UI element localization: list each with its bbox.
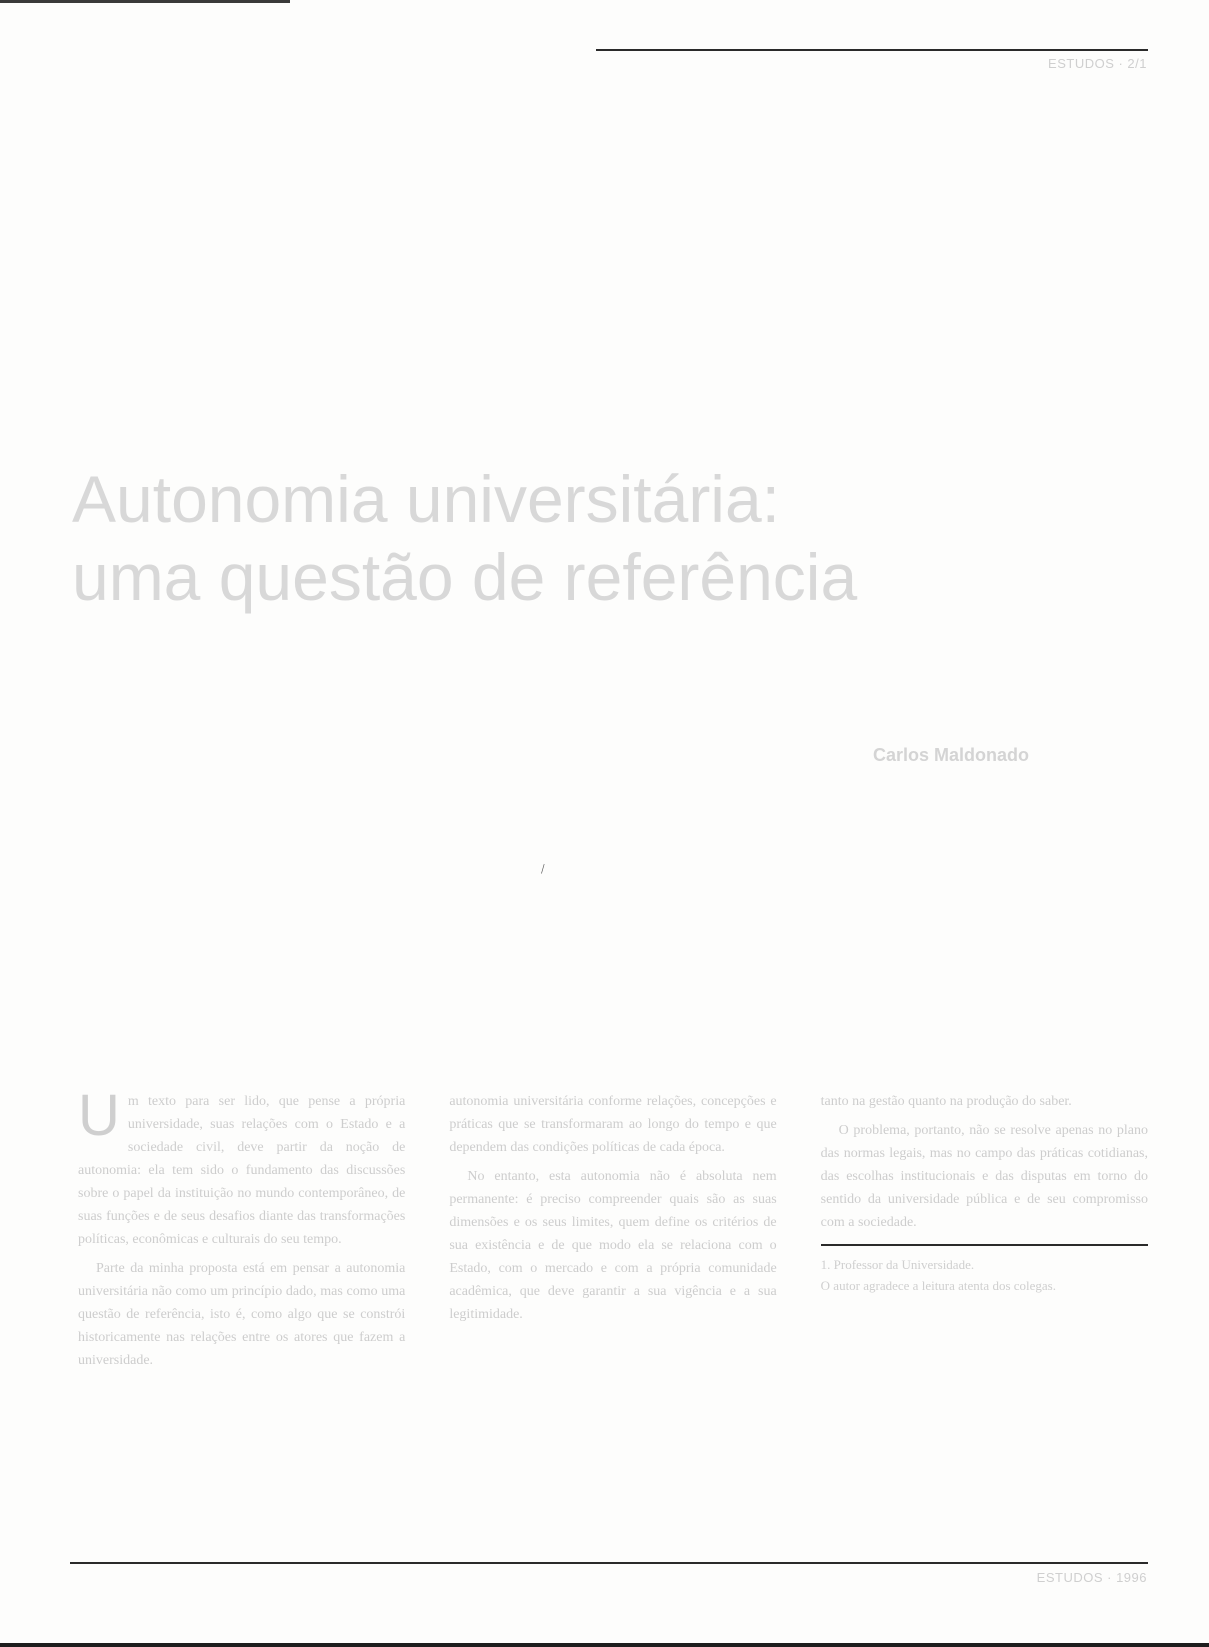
column-3: [821, 1090, 1148, 1435]
title-line-1: Autonomia universitária:: [72, 462, 781, 536]
paragraph: tanto na gestão quanto na produção do saber.: [820, 1094, 1072, 1109]
running-head: ESTUDOS · 2/1: [1048, 56, 1147, 71]
header-rule: [596, 49, 1148, 51]
footnote: O autor agradece a leitura atenta dos colegas.: [820, 1278, 1056, 1293]
page-footer: ESTUDOS · 1996: [1036, 1570, 1147, 1585]
scan-edge-bottom: [0, 1643, 1209, 1647]
paragraph: autonomia universitária conforme relações, concepções e práticas que se transformaram ao longo do tempo e que dependem das condições políticas de cada época.: [449, 1094, 777, 1155]
drop-cap: U: [78, 1083, 120, 1148]
article-title: [72, 460, 1072, 616]
paragraph: [78, 1083, 406, 1251]
paragraph-text: m texto para ser lido, que pense a própria universidade, suas relações com o Estado e a sociedade civil, deve partir da noção de autonomia: ela tem sido o fundamento das discussões sobre o papel da instituição no mundo contemporâneo, de suas funções e de seus desafios diante das transformações políticas, econômicas e culturais do seu tempo.: [78, 1094, 406, 1247]
paragraph: Parte da minha proposta está em pensar a autonomia universitária não como um princípio dado, mas como uma questão de referência, isto é, como algo que se constrói historicamente nas relações entre os atores que fazem a universidade.: [78, 1261, 406, 1368]
paragraph: No entanto, esta autonomia não é absoluta nem permanente: é preciso compreender quais são as suas dimensões e os seus limites, quem define os critérios de sua existência e de que modo ela se relaciona com o Estado, com o mercado e com a própria comunidade acadêmica, que deve garantir a sua vigência e a sua legitimidade.: [449, 1169, 777, 1322]
footnote: 1. Professor da Universidade.: [820, 1257, 975, 1272]
author-name: Carlos Maldonado: [872, 745, 1029, 765]
scan-speck: \: [536, 862, 549, 877]
paragraph: O problema, portanto, não se resolve apenas no plano das normas legais, mas no campo das práticas cotidianas, das escolhas institucionais e das disputas em torno do sentido da universidade pública e de seu compromisso com a sociedade.: [820, 1123, 1148, 1230]
footnote-rule: [821, 1244, 1148, 1246]
column-1: [78, 1083, 406, 1435]
title-line-2: uma questão de referência: [72, 540, 858, 614]
footer-rule: [70, 1562, 1148, 1564]
column-2: [449, 1090, 776, 1435]
article-body: [78, 1083, 1148, 1435]
scan-edge-top: [0, 0, 290, 3]
